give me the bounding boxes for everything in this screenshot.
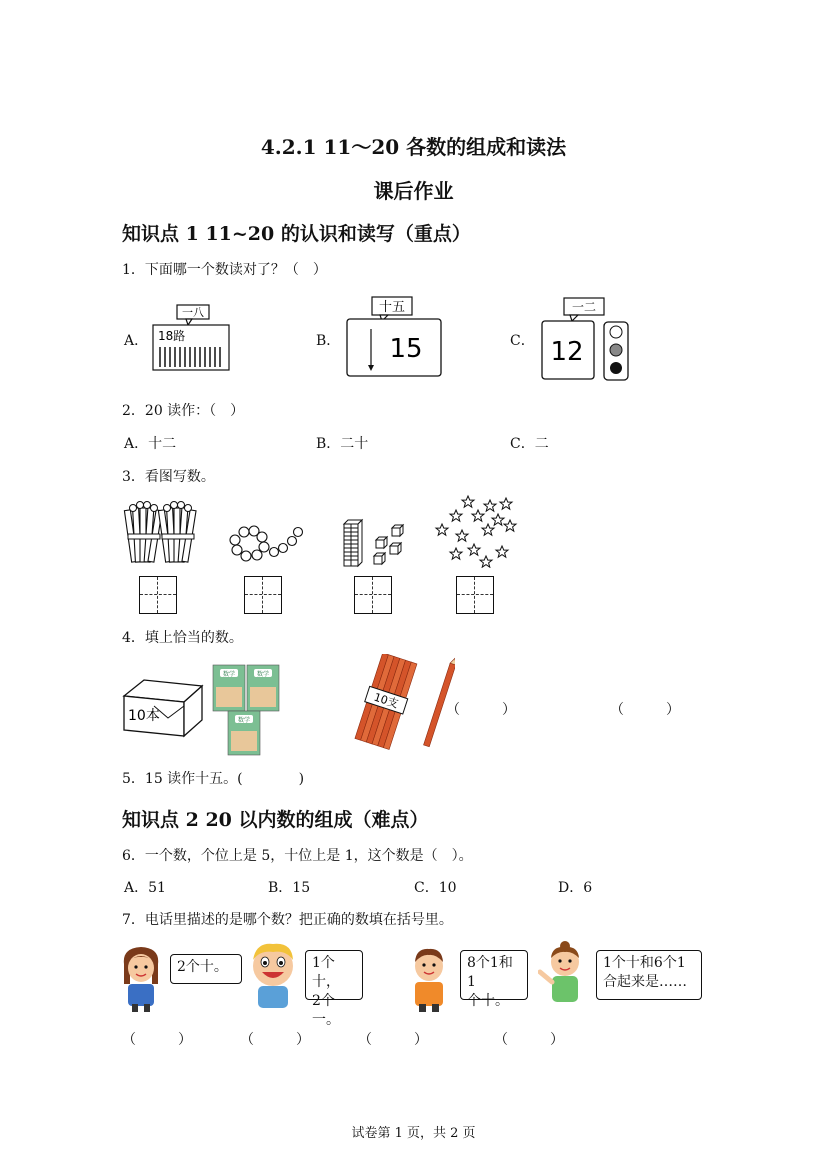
child-girl-waving-image xyxy=(538,940,592,1006)
math-books-image xyxy=(211,663,283,757)
q1-c-sign-text: 12 xyxy=(550,337,584,367)
q1-c-bubble-text: 一二 xyxy=(571,300,597,314)
child-boy-blonde-image xyxy=(246,940,300,1012)
q2-option-a: A．十二 xyxy=(124,436,177,452)
question-4-stem: 4．填上恰当的数。 xyxy=(122,630,243,646)
q7-answer-blank-2[interactable]: （ ） xyxy=(240,1032,310,1048)
svg-text:数学: 数学 xyxy=(256,671,270,678)
number-card-image xyxy=(344,295,444,379)
q6-option-d: D．6 xyxy=(558,880,593,896)
speech-bubble-4: 1个十和6个1 合起来是…… xyxy=(596,950,702,1000)
q1-a-sign-text: 18路 xyxy=(158,329,186,343)
answer-grid-box[interactable] xyxy=(244,576,282,614)
page-title: 4.2.1 11～20 各数的组成和读法 xyxy=(260,135,567,159)
answer-grid-box[interactable] xyxy=(354,576,392,614)
q4-answer-blank-2[interactable]: （ ） xyxy=(610,702,680,718)
page-footer: 试卷第 1 页，共 2 页 xyxy=(351,1126,476,1141)
q7-answer-blank-3[interactable]: （ ） xyxy=(358,1032,428,1048)
question-2-stem: 2．20 读作：（ ） xyxy=(122,403,245,419)
bus-sign-image xyxy=(150,303,232,375)
q1-b-sign-text: 15 xyxy=(389,334,423,364)
q1-a-bubble-text: 一八 xyxy=(182,306,204,319)
pencils-label: 10支 xyxy=(372,690,400,711)
speech-bubble-1: 2个十。 xyxy=(170,954,242,984)
question-3-stem: 3．看图写数。 xyxy=(122,469,215,485)
q1-option-a-letter: A． xyxy=(124,333,149,349)
q6-option-b: B．15 xyxy=(268,880,311,896)
svg-text:数学: 数学 xyxy=(222,671,236,678)
child-boy-orange-image xyxy=(404,944,454,1014)
q7-answer-blank-4[interactable]: （ ） xyxy=(494,1032,564,1048)
box-label: 10本 xyxy=(128,708,160,724)
pencils-image xyxy=(345,654,455,754)
child-girl-image xyxy=(118,944,164,1012)
cubes-image xyxy=(338,518,408,568)
stick-bundles-image xyxy=(120,500,200,566)
q2-option-c: C．二 xyxy=(510,436,549,452)
q7-answer-blank-1[interactable]: （ ） xyxy=(122,1032,192,1048)
speech-bubble-3: 8个1和1 个十。 xyxy=(460,950,528,1000)
answer-grid-box[interactable] xyxy=(456,576,494,614)
question-6-stem: 6．一个数，个位上是 5，十位上是 1，这个数是（ ）。 xyxy=(122,848,473,864)
q1-b-bubble-text: 十五 xyxy=(378,300,406,315)
traffic-light-image xyxy=(538,296,638,384)
answer-grid-box[interactable] xyxy=(139,576,177,614)
book-box-image xyxy=(120,676,206,740)
q6-option-c: C．10 xyxy=(414,880,457,896)
beads-image xyxy=(226,522,306,568)
stars-image xyxy=(434,494,520,568)
section-heading-2: 知识点 2 20 以内数的组成（难点） xyxy=(122,809,429,831)
q1-option-b-letter: B． xyxy=(316,333,341,349)
svg-text:数学: 数学 xyxy=(237,717,251,724)
q2-option-b: B．二十 xyxy=(316,436,369,452)
question-1-stem: 1．下面哪一个数读对了？（ ） xyxy=(122,262,327,278)
question-5-stem: 5．15 读作十五。( ) xyxy=(122,771,305,787)
section-heading-1: 知识点 1 11~20 的认识和读写（重点） xyxy=(122,223,471,245)
q1-option-c-letter: C． xyxy=(510,333,535,349)
q4-answer-blank-1[interactable]: （ ） xyxy=(446,702,516,718)
question-7-stem: 7．电话里描述的是哪个数？把正确的数填在括号里。 xyxy=(122,912,453,928)
speech-bubble-2: 1个十， 2个一。 xyxy=(305,950,363,1000)
page-subtitle: 课后作业 xyxy=(373,179,454,203)
q6-option-a: A．51 xyxy=(124,880,166,896)
